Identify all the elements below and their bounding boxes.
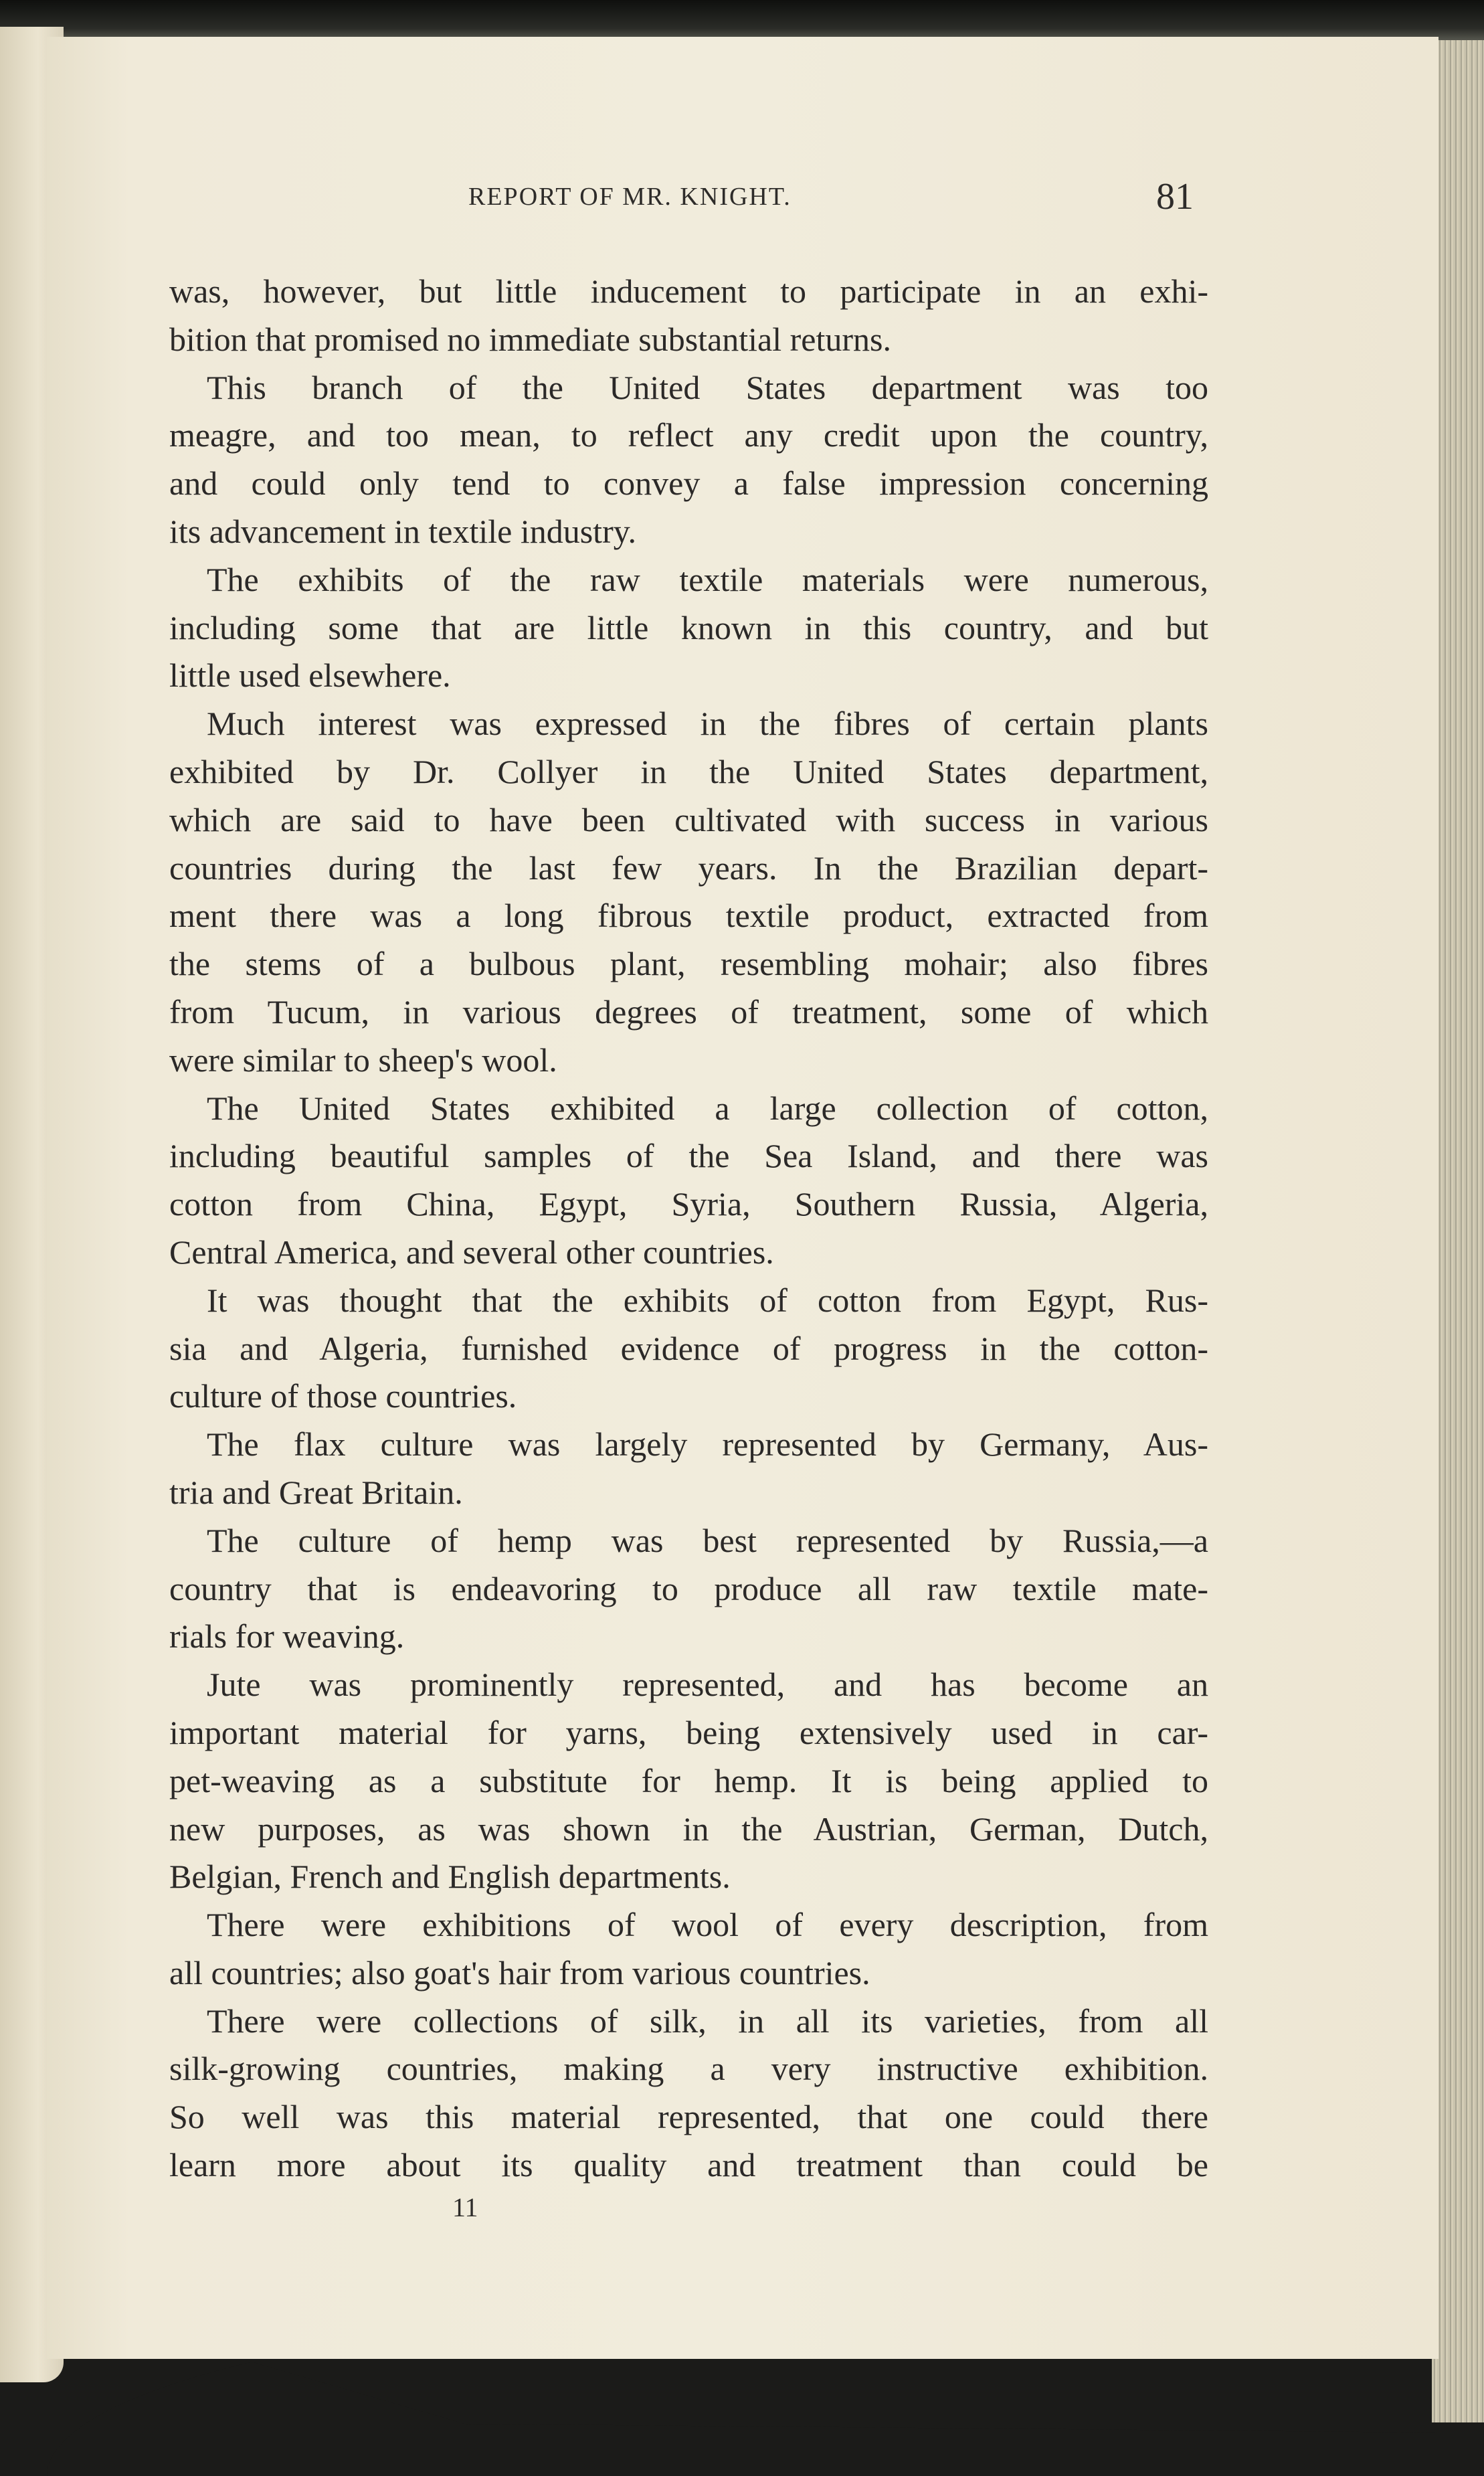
text-line: The flax culture was largely represented by Germany, Aus-	[207, 1425, 1208, 1464]
text-line: bition that promised no immediate substantial returns.	[169, 320, 891, 358]
text-line: So well was this material represented, that one could there	[169, 2098, 1208, 2136]
text-line: There were collections of silk, in all its varieties, from all	[207, 2002, 1208, 2040]
paragraph	[169, 1901, 1208, 1998]
paragraph	[169, 1517, 1208, 1661]
text-line: Jute was prominently represented, and has become an	[207, 1666, 1208, 1704]
text-line: countries during the last few years. In the Brazilian depart-	[169, 849, 1208, 887]
text-line: pet-weaving as a substitute for hemp. It is being applied to	[169, 1761, 1208, 1799]
paragraph	[169, 556, 1208, 700]
text-line: new purposes, as was shown in the Austrian, German, Dutch,	[169, 1809, 1208, 1848]
text-line: including some that are little known in this country, and but	[169, 608, 1208, 646]
text-line: silk-growing countries, making a very instructive exhibition.	[169, 2050, 1208, 2088]
text-line: Central America, and several other countries.	[169, 1233, 774, 1271]
paragraph	[169, 1661, 1208, 1901]
text-line: which are said to have been cultivated with success in various	[169, 800, 1208, 838]
text-line: Belgian, French and English departments.	[169, 1858, 731, 1896]
text-line: all countries; also goat's hair from various countries.	[169, 1953, 870, 1992]
text-line: cotton from China, Egypt, Syria, Southern Russia, Algeria,	[169, 1185, 1208, 1223]
paragraph	[169, 700, 1208, 1084]
signature-mark: 11	[452, 2192, 478, 2222]
text-line: from Tucum, in various degrees of treatment, some of which	[169, 992, 1208, 1031]
body-text	[169, 268, 1208, 2190]
text-line: ment there was a long fibrous textile product, extracted from	[169, 897, 1208, 935]
text-line: the stems of a bulbous plant, resembling mohair; also fibres	[169, 945, 1208, 983]
text-line: and could only tend to convey a false impression concerning	[169, 464, 1208, 503]
text-line: rials for weaving.	[169, 1617, 405, 1656]
text-line: important material for yarns, being extensively used in car-	[169, 1713, 1208, 1751]
text-line: There were exhibitions of wool of every description, from	[207, 1906, 1208, 1944]
text-line: meagre, and too mean, to reflect any credit upon the country,	[169, 416, 1208, 454]
text-line: little used elsewhere.	[169, 656, 451, 695]
text-line: culture of those countries.	[169, 1377, 517, 1415]
book-top-shadow	[0, 0, 1484, 40]
page-edges	[1432, 40, 1484, 2422]
paragraph	[169, 1277, 1208, 1421]
text-line: sia and Algeria, furnished evidence of progress in the cotton-	[169, 1329, 1208, 1367]
text-line: The exhibits of the raw textile materials were numerous,	[207, 560, 1208, 598]
text-line: including beautiful samples of the Sea Island, and there was	[169, 1137, 1208, 1175]
text-line: its advancement in textile industry.	[169, 512, 636, 550]
text-line: exhibited by Dr. Collyer in the United States department,	[169, 752, 1208, 790]
text-line: country that is endeavoring to produce all raw textile mate-	[169, 1569, 1208, 1607]
text-line: This branch of the United States department was too	[207, 368, 1208, 406]
paragraph	[169, 364, 1208, 556]
running-head: REPORT OF MR. KNIGHT.	[468, 183, 792, 211]
text-line: It was thought that the exhibits of cotton from Egypt, Rus-	[207, 1281, 1208, 1319]
paragraph	[169, 1421, 1208, 1517]
text-line: learn more about its quality and treatment than could be	[169, 2146, 1208, 2184]
text-line: Much interest was expressed in the fibres of certain plants	[207, 705, 1208, 743]
text-line: The United States exhibited a large collection of cotton,	[207, 1089, 1208, 1127]
text-line: was, however, but little inducement to participate in an exhi-	[169, 272, 1208, 310]
text-line: were similar to sheep's wool.	[169, 1041, 557, 1079]
page-number: 81	[1156, 176, 1194, 217]
text-line: tria and Great Britain.	[169, 1473, 463, 1511]
paragraph	[169, 1085, 1208, 1277]
paragraph	[169, 1998, 1208, 2190]
text-line: The culture of hemp was best represented by Russia,—a	[207, 1521, 1208, 1559]
paragraph	[169, 268, 1208, 364]
